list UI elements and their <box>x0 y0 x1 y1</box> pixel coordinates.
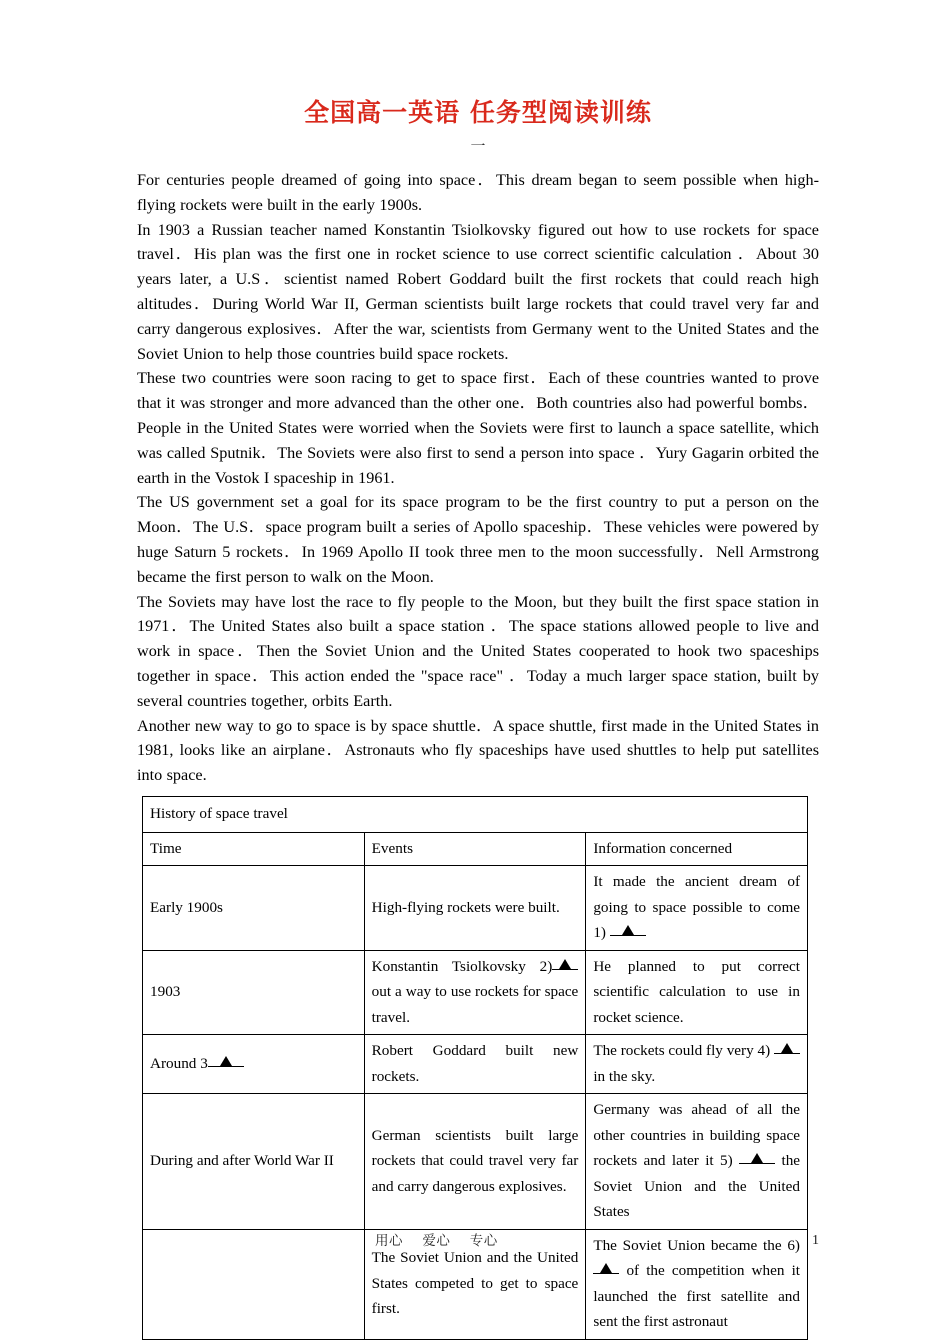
cell-info-text: It made the ancient dream of going to space possible to come 1) <box>593 873 800 941</box>
cell-information <box>586 1035 808 1094</box>
passage-paragraph: For centuries people dreamed of going into space．This dream began to seem possible when high-flying rockets were built in the early 1900s. <box>137 171 819 214</box>
triangle-icon <box>622 925 634 935</box>
cell-info-text-cont: in the sky. <box>593 1067 656 1085</box>
cell-events: The Soviet Union and the United States competed to get to space first. <box>364 1229 586 1339</box>
cell-time: 1903 <box>143 950 365 1035</box>
document-body <box>137 0 819 788</box>
table-caption-row <box>143 797 808 833</box>
triangle-icon <box>220 1056 232 1066</box>
blank-answer-5[interactable] <box>739 1150 775 1165</box>
passage-paragraph: The US government set a goal for its space program to be the first country to put a person on the Moon．The U.S．space program built a series of Apollo spaceship．These vehicles were powered by huge Saturn 5 rockets．In 1969 Apollo II took three men to the moon successfully．Nell Armstrong became the first person to walk on the Moon. <box>137 493 819 586</box>
blank-answer-3[interactable] <box>208 1053 244 1068</box>
cell-info-text: Germany was ahead of all the other countries in building space rockets and later it 5) <box>593 1101 800 1169</box>
cell-information <box>586 1229 808 1339</box>
footer-slogan: 用心 爱心 专心 <box>375 1233 498 1248</box>
cell-info-text: The rockets could fly very 4) <box>593 1042 771 1059</box>
cell-info-text: The Soviet Union became the 6) <box>593 1236 800 1254</box>
triangle-icon <box>781 1043 793 1053</box>
triangle-icon <box>600 1263 612 1273</box>
table-row <box>143 1035 808 1094</box>
passage-paragraph: These two countries were soon racing to get to space first．Each of these countries wanted to prove that it was stronger and more advanced than the other one．Both countries also had powerful bombs．People in the United States were worried when the Soviets were first to launch a space satellite, which was called Sputnik．The Soviets were also first to send a person into space ．Yury Gagarin orbited the earth in the Vostok I spaceship in 1961. <box>137 369 819 487</box>
reading-passage <box>137 168 819 788</box>
blank-answer-1[interactable] <box>610 922 646 937</box>
cell-information <box>586 866 808 951</box>
passage-paragraph: In 1903 a Russian teacher named Konstantin Tsiolkovsky figured out how to use rockets for space travel．His plan was the first one in rocket science to use correct scientific calculation ．About 30 years later, a U.S．scientist named Robert Goddard built the first rockets that could reach high altitudes．During World War II, German scientists built large rockets that could travel very far and carry dangerous explosives．After the war, scientists from Germany went to the United States and the Soviet Union to help those countries build space rockets. <box>137 220 819 363</box>
history-table-container <box>142 796 808 1340</box>
passage-paragraph: The Soviets may have lost the race to fly people to the Moon, but they built the first space station in 1971．The United States also built a space station ．The space stations allowed people to live and work in space．Then the Soviet Union and the United States cooperated to hook two spaceships together in space．This action ended the "space race" ．Today a much larger space station, built by several countries together, orbits Earth. <box>137 592 819 710</box>
cell-events <box>364 950 586 1035</box>
table-row <box>143 866 808 951</box>
cell-events: Robert Goddard built new rockets. <box>364 1035 586 1094</box>
column-header-information: Information concerned <box>586 832 808 866</box>
blank-answer-4[interactable] <box>774 1040 800 1055</box>
triangle-icon <box>751 1153 763 1163</box>
cell-time <box>143 1035 365 1094</box>
table-caption: History of space travel <box>143 797 808 833</box>
column-header-time: Time <box>143 832 365 866</box>
cell-time: During and after World War II <box>143 1094 365 1230</box>
page-number: 1 <box>812 1233 819 1248</box>
cell-events: High-flying rockets were built. <box>364 866 586 951</box>
table-header-row <box>143 832 808 866</box>
cell-events: German scientists built large rockets that could travel very far and carry dangerous explosives. <box>364 1094 586 1230</box>
cell-events-text: Konstantin Tsiolkovsky 2) <box>371 957 553 975</box>
cell-information <box>586 1094 808 1230</box>
page-title: 全国高一英语 任务型阅读训练 <box>304 98 652 127</box>
blank-answer-2[interactable] <box>552 955 578 970</box>
cell-time <box>143 1229 365 1339</box>
passage-paragraph: Another new way to go to space is by space shuttle．A space shuttle, first made in the United States in 1981, looks like an airplane．Astronauts who fly spaceships have used shuttles to help put satellites into space. <box>137 716 819 785</box>
triangle-icon <box>559 959 571 969</box>
cell-time: Early 1900s <box>143 866 365 951</box>
cell-info-text-cont: of the competition when it launched the first satellite and sent the first astronaut <box>593 1262 801 1330</box>
cell-events-text-cont: out a way to use rockets for space travel. <box>371 983 579 1026</box>
section-number: 一 <box>470 139 486 155</box>
history-of-space-travel-table <box>142 796 808 1340</box>
blank-answer-6[interactable] <box>593 1260 619 1275</box>
table-row <box>143 1094 808 1230</box>
table-row <box>143 950 808 1035</box>
cell-information: He planned to put correct scientific calculation to use in rocket science. <box>586 950 808 1035</box>
cell-time-text: Around 3 <box>150 1054 208 1072</box>
cell-info-text-cont: the Soviet Union and the United States <box>593 1152 801 1220</box>
column-header-events: Events <box>364 832 586 866</box>
